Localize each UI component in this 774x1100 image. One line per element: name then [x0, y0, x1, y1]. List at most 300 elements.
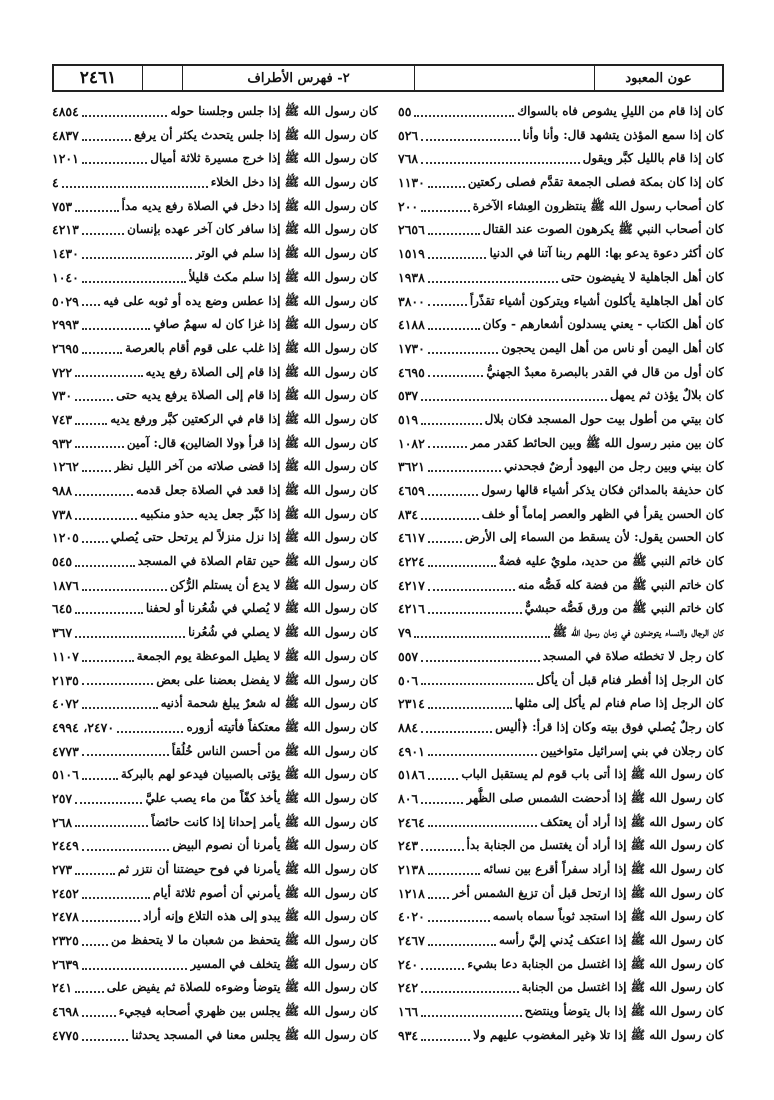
index-entry — [52, 171, 378, 195]
entry-text: كان رسول الله ﷺ إذا دخل في الصلاة رفع يديه مداً — [121, 198, 378, 213]
dot-leader — [82, 233, 124, 235]
entry-number: ٧٦٨ — [398, 151, 419, 167]
dot-leader — [75, 494, 133, 496]
index-entry — [398, 100, 724, 124]
entry-text: كان رسول الله ﷺ إذا عطس وضع يده أو ثوبه على فيه — [103, 293, 378, 308]
dot-leader — [421, 210, 470, 212]
entry-number: ٤٨٥٤ — [52, 104, 79, 119]
dot-leader — [82, 754, 169, 756]
entry-number: ٢٤٠ — [398, 956, 419, 972]
dot-leader — [428, 873, 480, 875]
index-entry — [398, 242, 724, 266]
dot-leader — [421, 1015, 521, 1017]
index-entry — [52, 266, 378, 290]
index-entry — [52, 361, 378, 385]
dot-leader — [421, 423, 481, 425]
entry-text: كان رسول الله ﷺ إذا أدحضت الشمس صلى الظُّهر — [466, 790, 724, 805]
entry-text: كان رسول الله ﷺ إذا اعتكف يُدني إليَّ رأسه — [498, 933, 724, 948]
dot-leader — [82, 470, 111, 472]
entry-number: ٤٢١٧ — [398, 577, 425, 593]
index-entry — [398, 953, 724, 977]
dot-leader — [82, 1015, 116, 1017]
entry-text: كان رسول الله ﷺ إذا قضى صلاته من آخر الليل نظر — [113, 459, 378, 474]
entry-text: كان رسول الله ﷺ يأمرنا في فوح حيضتنا أن نتزر ثم — [117, 862, 378, 876]
entry-text: كان رسول الله ﷺ لا يفضل بعضنا على بعض — [156, 672, 378, 687]
entry-number: ٩٨٨ — [52, 483, 73, 498]
index-entry — [52, 147, 378, 171]
index-entry — [398, 882, 724, 906]
entry-text: كان رسول الله ﷺ لا يدع أن يستلم الرُّكن — [169, 577, 378, 592]
index-entry — [398, 1000, 724, 1024]
entry-number: ٤٧٧٣ — [52, 743, 79, 759]
entry-number: ٢٤٢ — [398, 980, 419, 996]
right-column — [398, 100, 724, 1080]
entry-number: ٤٧٧٥ — [52, 1027, 79, 1043]
entry-number: ١٠٤٠ — [52, 269, 79, 285]
entry-text: كان أهل الجاهلية لا يفيضون حتى — [561, 269, 724, 284]
index-entry — [398, 171, 724, 195]
entry-text: كان رسول الله ﷺ إذا جلس يتحدث يكثر أن يرفع — [134, 127, 378, 142]
dot-leader — [82, 162, 147, 164]
dot-leader — [428, 470, 501, 472]
entry-number: ٥٣٧ — [398, 388, 419, 404]
entry-text: كان الرجل إذا صام فنام لم يأكل إلى مثلها — [514, 696, 724, 711]
dot-leader — [82, 139, 131, 141]
dot-leader — [428, 565, 496, 567]
dot-leader — [75, 825, 148, 827]
entry-number: ٤٦١٧ — [398, 530, 425, 546]
entry-number: ٧٣٠ — [52, 388, 73, 404]
dot-leader — [82, 707, 158, 709]
entry-text: كان رسول الله ﷺ إذا كبَّر جعل يديه حذو منكبيه — [140, 506, 378, 521]
index-entry — [52, 669, 378, 693]
index-entry — [398, 716, 724, 740]
entry-number: ٤٩٠١ — [398, 743, 425, 759]
entry-text: كان رسول الله ﷺ حين تقام الصلاة في المسجد — [137, 554, 378, 569]
dot-leader — [421, 968, 464, 970]
dot-leader — [428, 754, 537, 756]
dot-leader — [421, 683, 533, 685]
entry-text: كان أهل اليمن أو ناس من أهل اليمن يحجون — [501, 340, 724, 355]
index-entry — [398, 313, 724, 337]
entry-text: كان بين منبر رسول الله ﷺ وبين الحائط كقدر ممر — [470, 435, 724, 450]
index-entry — [398, 455, 724, 479]
book-title: عون المعبود — [594, 66, 722, 90]
entry-text: كان رسول الله ﷺ إذا غلب على قوم أقام بالعرصة — [125, 340, 378, 355]
index-entry — [398, 195, 724, 219]
dot-leader — [82, 920, 140, 922]
dot-leader — [421, 991, 518, 993]
dot-leader — [82, 683, 153, 685]
dot-leader — [421, 518, 479, 520]
index-entry — [398, 740, 724, 764]
dot-leader — [421, 849, 463, 851]
index-entry — [52, 242, 378, 266]
index-entry — [52, 432, 378, 456]
entry-text: كان رسول الله ﷺ إذا خرج مسيرة ثلاثة أميال — [150, 151, 378, 166]
entry-text: كان رسول الله ﷺ من أحسن الناس خُلُقاً — [171, 743, 378, 758]
entry-text: كان رسول الله ﷺ يجلس بين ظهري أصحابه فيجيء — [118, 1004, 378, 1019]
entry-number: ٨٣٤ — [398, 506, 419, 522]
index-entry — [52, 337, 378, 361]
dot-leader — [428, 612, 522, 614]
entry-number: ٥٠٢٩ — [52, 293, 79, 309]
index-entry — [398, 337, 724, 361]
entry-text: كان أهل الجاهلية يأكلون أشياء ويتركون أشياء تقذّراً — [469, 293, 724, 308]
entry-text: كان أهل الكتاب - يعني يسدلون أشعارهم - وكان — [482, 317, 724, 332]
index-entry — [398, 905, 724, 929]
index-entry — [52, 834, 378, 858]
entry-text: كان رسول الله ﷺ يأمر إحدانا إذا كانت حائضاً — [151, 814, 378, 829]
dot-leader — [82, 849, 170, 851]
index-entry — [398, 621, 724, 645]
entry-text: كان رسول الله ﷺ يتوضأ وضوءه للصلاة ثم يفيض على — [106, 980, 378, 995]
entry-text: كان بلالٌ يؤذن ثم يمهل — [609, 388, 724, 403]
entry-number: ٤٢١٦ — [398, 601, 425, 617]
entry-number: ٢٦٩٥ — [52, 340, 79, 356]
dot-leader — [428, 825, 537, 827]
dot-leader — [428, 707, 512, 709]
index-entry — [398, 266, 724, 290]
entry-number: ١٢١٨ — [398, 885, 425, 901]
entry-text: كان إذا قام من الليلِ يشوص فاه بالسواك — [517, 104, 724, 118]
index-entry — [398, 929, 724, 953]
dot-leader — [82, 660, 134, 662]
index-entry — [52, 905, 378, 929]
index-entry — [398, 479, 724, 503]
dot-leader — [428, 186, 465, 188]
dot-leader — [82, 257, 192, 259]
entry-text: كان رسول الله ﷺ يتحفظ من شعبان ما لا يتحفظ من — [111, 933, 378, 948]
dot-leader — [75, 802, 142, 804]
entry-text: كان إذا قام بالليل كبَّر ويقول — [582, 151, 724, 166]
index-entry — [398, 218, 724, 242]
dot-leader — [82, 778, 118, 780]
entry-number: ٥٥٧ — [398, 648, 419, 664]
index-entry — [52, 124, 378, 148]
header-blank-cell — [414, 66, 594, 90]
index-entry — [398, 597, 724, 621]
index-entry — [398, 811, 724, 835]
dot-leader — [428, 541, 462, 543]
entry-number: ٦٤٥ — [52, 601, 73, 617]
dot-leader — [82, 328, 150, 330]
index-entry — [398, 384, 724, 408]
entry-text: كان أول من قال في القدر بالبصرة معبدٌ الجهنيُّ — [486, 364, 724, 379]
left-column — [52, 100, 378, 1080]
index-entry — [398, 432, 724, 456]
entry-number: ٥١٩ — [398, 411, 419, 427]
entry-number: ٧٢٢ — [52, 364, 73, 380]
index-entry — [52, 218, 378, 242]
index-entry — [52, 621, 378, 645]
index-entry — [52, 503, 378, 527]
dot-leader — [428, 944, 496, 946]
entry-text: كان رسول الله ﷺ إذا أتى باب قوم لم يستقبل الباب — [461, 767, 724, 782]
entry-text: كان رسول الله ﷺ إذا قعد في الصلاة جعل قدمه — [135, 483, 378, 497]
index-entry — [398, 692, 724, 716]
entry-text: كان رسول الله ﷺ إذا أراد سفراً أقرع بين نسائه — [483, 862, 724, 876]
dot-leader — [82, 304, 100, 306]
dot-leader — [82, 1039, 129, 1041]
index-entry — [52, 953, 378, 977]
entry-text: كان رسول الله ﷺ إذا أراد أن يعتكف — [540, 814, 724, 829]
entry-number: ٣٦٢١ — [398, 459, 425, 475]
entry-number: ٢٤١ — [52, 980, 73, 996]
dot-leader — [75, 991, 104, 993]
dot-leader — [428, 494, 478, 496]
entry-text: كان رسول الله ﷺ إذا جلس وجلسنا حوله — [170, 104, 378, 118]
index-entry — [52, 1000, 378, 1024]
index-entry — [52, 408, 378, 432]
index-entry — [398, 503, 724, 527]
dot-leader — [82, 281, 186, 283]
index-entry — [398, 645, 724, 669]
entry-text: كان رسول الله ﷺ معتكفاً فأتيته أزوره — [186, 719, 378, 734]
index-entry — [398, 147, 724, 171]
entry-number: ٨٨٤ — [398, 719, 419, 735]
index-entry — [398, 290, 724, 314]
entry-number: ١٦٦ — [398, 1004, 419, 1020]
entry-number: ٢١٣٥ — [52, 672, 79, 688]
dot-leader — [75, 399, 113, 401]
dot-leader — [421, 399, 607, 401]
index-entry — [398, 834, 724, 858]
entry-number: ٥٠٦ — [398, 672, 419, 688]
index-entry — [398, 526, 724, 550]
entry-number: ٥١٠٦ — [52, 767, 79, 783]
index-entry — [52, 882, 378, 906]
entry-text: كان رجلان في بني إسرائيل متواخيين — [540, 743, 724, 758]
entry-number: ٢٤٦٤ — [398, 814, 425, 830]
dot-leader — [75, 375, 142, 377]
index-entry — [398, 858, 724, 882]
dot-leader — [75, 565, 135, 567]
entry-number: ٤٢٢٤ — [398, 554, 425, 570]
dot-leader — [82, 115, 167, 117]
entry-text: كان رسول الله ﷺ إذا قام في الركعتين كبَّر ورفع يديه — [110, 411, 378, 426]
dot-leader — [428, 920, 490, 922]
entry-text: كان رسول الله ﷺ يجلس معنا في المسجد يحدثنا — [131, 1027, 378, 1042]
entry-text: كان رسول الله ﷺ إذا سلم مكث قليلاً — [188, 269, 378, 284]
entry-text: كان رسول الله ﷺ إذا قرأ ﴿ولا الضالين﴾ قال: آمين — [126, 435, 378, 450]
index-entry — [52, 811, 378, 835]
index-entry — [398, 976, 724, 1000]
dot-leader — [75, 423, 107, 425]
page-header — [52, 64, 724, 92]
entry-number: ١٢٠١ — [52, 151, 79, 167]
index-entry — [52, 526, 378, 550]
entry-text: كان رسول الله ﷺ إذا بال يتوضأ وينتضح — [524, 1004, 724, 1019]
dot-leader — [414, 636, 549, 638]
entry-text: كان رسول الله ﷺ يبدو إلى هذه التلاع وإنه أراد — [142, 909, 378, 924]
entry-number: ٤٦٩٥ — [398, 364, 425, 380]
entry-number: ٢٦٥٦ — [398, 222, 425, 238]
index-entry — [52, 550, 378, 574]
entry-number: ٨٠٦ — [398, 790, 419, 806]
index-entry — [52, 574, 378, 598]
index-columns — [52, 100, 724, 1080]
entry-number: ٤٨٣٧ — [52, 127, 79, 143]
entry-text: كان الحسن يقول: لأن يسقط من السماء إلى الأرض — [464, 530, 724, 545]
entry-number: ٧٣٨ — [52, 506, 73, 522]
entry-number: ٤٦٩٨ — [52, 1004, 79, 1020]
entry-number: ٢١٣٨ — [398, 862, 425, 877]
index-entry — [52, 645, 378, 669]
entry-number: ٤٢١٣ — [52, 222, 79, 238]
entry-number: ٥٥ — [398, 104, 412, 119]
entry-text: كان رسول الله ﷺ إذا استجد ثوباً سماه باسمه — [492, 909, 724, 924]
dot-leader — [62, 186, 208, 188]
entry-number: ١١٠٧ — [52, 648, 79, 664]
dot-leader — [82, 589, 167, 591]
entry-number: ٤٠٧٢ — [52, 696, 79, 712]
entry-text: كان رسول الله ﷺ يأخذ كفّاً من ماء يصب عليَّ — [145, 790, 378, 805]
entry-number: ٢٤٧٨ — [52, 909, 79, 925]
dot-leader — [421, 139, 519, 141]
dot-leader — [428, 281, 558, 283]
entry-text: كان رجل لا تخطئه صلاة في المسجد — [542, 648, 724, 663]
index-entry — [398, 787, 724, 811]
entry-text: كان خاتم النبي ﷺ من فضة كله فَصُّه منه — [517, 577, 724, 592]
entry-number: ٢٠٠ — [398, 198, 419, 214]
entry-text: كان إذا كان بمكة فصلى الجمعة تقدَّم فصلى ركعتين — [467, 175, 724, 190]
dot-leader — [75, 518, 137, 520]
entry-number: ١٩٣٨ — [398, 269, 425, 285]
entry-number: ٢٧٣ — [52, 862, 73, 877]
dot-leader — [421, 802, 463, 804]
entry-text: كان رسول الله ﷺ يأمرنا أن نصوم البيض — [172, 838, 378, 853]
entry-text: كان رسول الله ﷺ إذا قام إلى الصلاة رفع يديه — [145, 364, 378, 379]
entry-number: ٢٦٨ — [52, 814, 73, 830]
entry-number: ٢٥٧ — [52, 790, 73, 806]
entry-text: كان رسول الله ﷺ له شعرٌ يبلغ شحمة أذنيه — [160, 696, 378, 711]
entry-number: ٢٤٧٠، ٤٩٩٤ — [52, 719, 115, 735]
entry-number: ٤٦٥٩ — [398, 483, 425, 498]
entry-number: ٤ — [52, 175, 59, 191]
entry-text: كان رسول الله ﷺ إذا أراد أن يغتسل من الجنابة بدأ — [466, 838, 724, 853]
index-entry — [52, 763, 378, 787]
entry-number: ١٤٣٠ — [52, 246, 79, 262]
index-entry — [52, 1024, 378, 1048]
dot-leader — [428, 352, 498, 354]
dot-leader — [421, 660, 539, 662]
entry-number: ٢٣٢٥ — [52, 933, 79, 949]
index-entry — [398, 574, 724, 598]
entry-text: كان رسول الله ﷺ إذا غزا كان له سهمٌ صافٍ — [153, 317, 378, 332]
dot-leader — [421, 731, 492, 733]
page-number: ٢٤٦١ — [79, 68, 117, 88]
dot-leader — [428, 304, 467, 306]
index-entry — [52, 384, 378, 408]
entry-number: ٣٨٠٠ — [398, 293, 425, 309]
index-entry — [398, 763, 724, 787]
entry-text: كان رجلٌ يُصلي فوق بيته وكان إذا قرأ: ﴿أليس — [495, 719, 724, 734]
entry-number: ٢٤٦٧ — [398, 933, 425, 949]
dot-leader — [428, 897, 450, 899]
index-entry — [52, 740, 378, 764]
index-entry — [398, 408, 724, 432]
entry-text: كان رسول الله ﷺ يؤتى بالصبيان فيدعو لهم بالبركة — [120, 767, 378, 782]
entry-text: كان الرجل إذا أفطر فنام قبل أن يأكل — [536, 672, 724, 687]
entry-number: ٧٤٣ — [52, 411, 73, 427]
index-entry — [52, 929, 378, 953]
entry-number: ٤١٨٨ — [398, 317, 425, 333]
entry-number: ٢٤٥٢ — [52, 885, 79, 901]
entry-number: ٢٤٤٩ — [52, 838, 79, 854]
entry-number: ٤٠٢٠ — [398, 909, 425, 925]
dot-leader — [82, 541, 108, 543]
index-entry — [398, 1024, 724, 1048]
index-entry — [52, 313, 378, 337]
entry-text: كان الحسن يقرأ في الظهر والعصر إماماً أو خلف — [481, 506, 724, 521]
index-entry — [398, 669, 724, 693]
dot-leader — [428, 375, 484, 377]
dot-leader — [75, 446, 124, 448]
entry-text: كان رسول الله ﷺ إذا اغتسل من الجنابة دعا بشيء — [467, 956, 724, 971]
dot-leader — [414, 115, 514, 117]
entry-number: ٢٦٣٩ — [52, 956, 79, 972]
index-entry — [52, 858, 378, 882]
dot-leader — [75, 873, 115, 875]
entry-text: كان رسول الله ﷺ لا يطيل الموعظة يوم الجمعة — [136, 648, 378, 663]
index-entry — [52, 290, 378, 314]
index-entry — [52, 100, 378, 124]
entry-text: كان رسول الله ﷺ إذا اغتسل من الجنابة — [521, 980, 724, 995]
section-title: ٢- فهرس الأطراف — [182, 66, 414, 90]
entry-number: ١٥١٩ — [398, 246, 425, 262]
dot-leader — [82, 897, 150, 899]
index-entry — [52, 455, 378, 479]
index-entry — [52, 479, 378, 503]
entry-text: كان رسول الله ﷺ لا يصلي في شُعُرنا — [188, 625, 378, 640]
dot-leader — [117, 731, 183, 733]
entry-text: كان خاتم النبي ﷺ من حديد، ملويٌ عليه فضةٌ — [498, 554, 724, 569]
index-entry — [398, 361, 724, 385]
entry-text: كان أصحاب رسول الله ﷺ ينتظرون العِشاء الآخرة — [472, 198, 724, 213]
entry-number: ١٢٠٥ — [52, 530, 79, 546]
entry-text: كان حذيفة بالمدائن فكان يذكر أشياء قالها رسول — [481, 483, 724, 497]
entry-number: ٩٣٢ — [52, 435, 73, 451]
index-entry — [52, 976, 378, 1000]
dot-leader — [428, 778, 459, 780]
entry-text: كان رسول الله ﷺ إذا تلا ﴿غير المغضوب عليهم ولا — [473, 1027, 724, 1042]
entry-number: ١٠٨٢ — [398, 435, 425, 451]
entry-text: كان رسول الله ﷺ إذا دخل الخلاء — [210, 175, 378, 190]
entry-text: كان رسول الله ﷺ إذا نزل منزلاً لم يرتحل حتى يُصلي — [110, 530, 378, 545]
dot-leader — [75, 210, 118, 212]
dot-leader — [75, 612, 143, 614]
dot-leader — [82, 352, 122, 354]
entry-text: كان خاتم النبي ﷺ من ورق فَصُّه حبشيٌّ — [524, 601, 724, 616]
entry-number: ٧٩ — [398, 625, 412, 641]
dot-leader — [428, 446, 467, 448]
header-blank-cell-2 — [142, 66, 182, 90]
entry-text: كان أكثر دعوة يدعو بها: اللهم ربنا آتنا في الدنيا — [489, 246, 724, 261]
entry-text: كان رسول الله ﷺ إذا سلم في الوتر — [195, 246, 378, 261]
index-entry — [52, 787, 378, 811]
entry-text: كان رسول الله ﷺ لا يُصلي في شُعُرنا أو لحفنا — [145, 601, 378, 616]
index-entry — [52, 716, 378, 740]
entry-number: ٢٤٣ — [398, 838, 419, 854]
dot-leader — [428, 328, 480, 330]
dot-leader — [82, 968, 188, 970]
entry-number: ٥١٨٦ — [398, 767, 425, 783]
entry-text: كان رسول الله ﷺ إذا قام إلى الصلاة يرفع يديه حتى — [116, 388, 378, 403]
entry-text: كان أصحاب النبي ﷺ يكرهون الصوت عند القتال — [482, 222, 724, 237]
entry-number: ٢٩٩٣ — [52, 317, 79, 333]
dot-leader — [428, 233, 480, 235]
